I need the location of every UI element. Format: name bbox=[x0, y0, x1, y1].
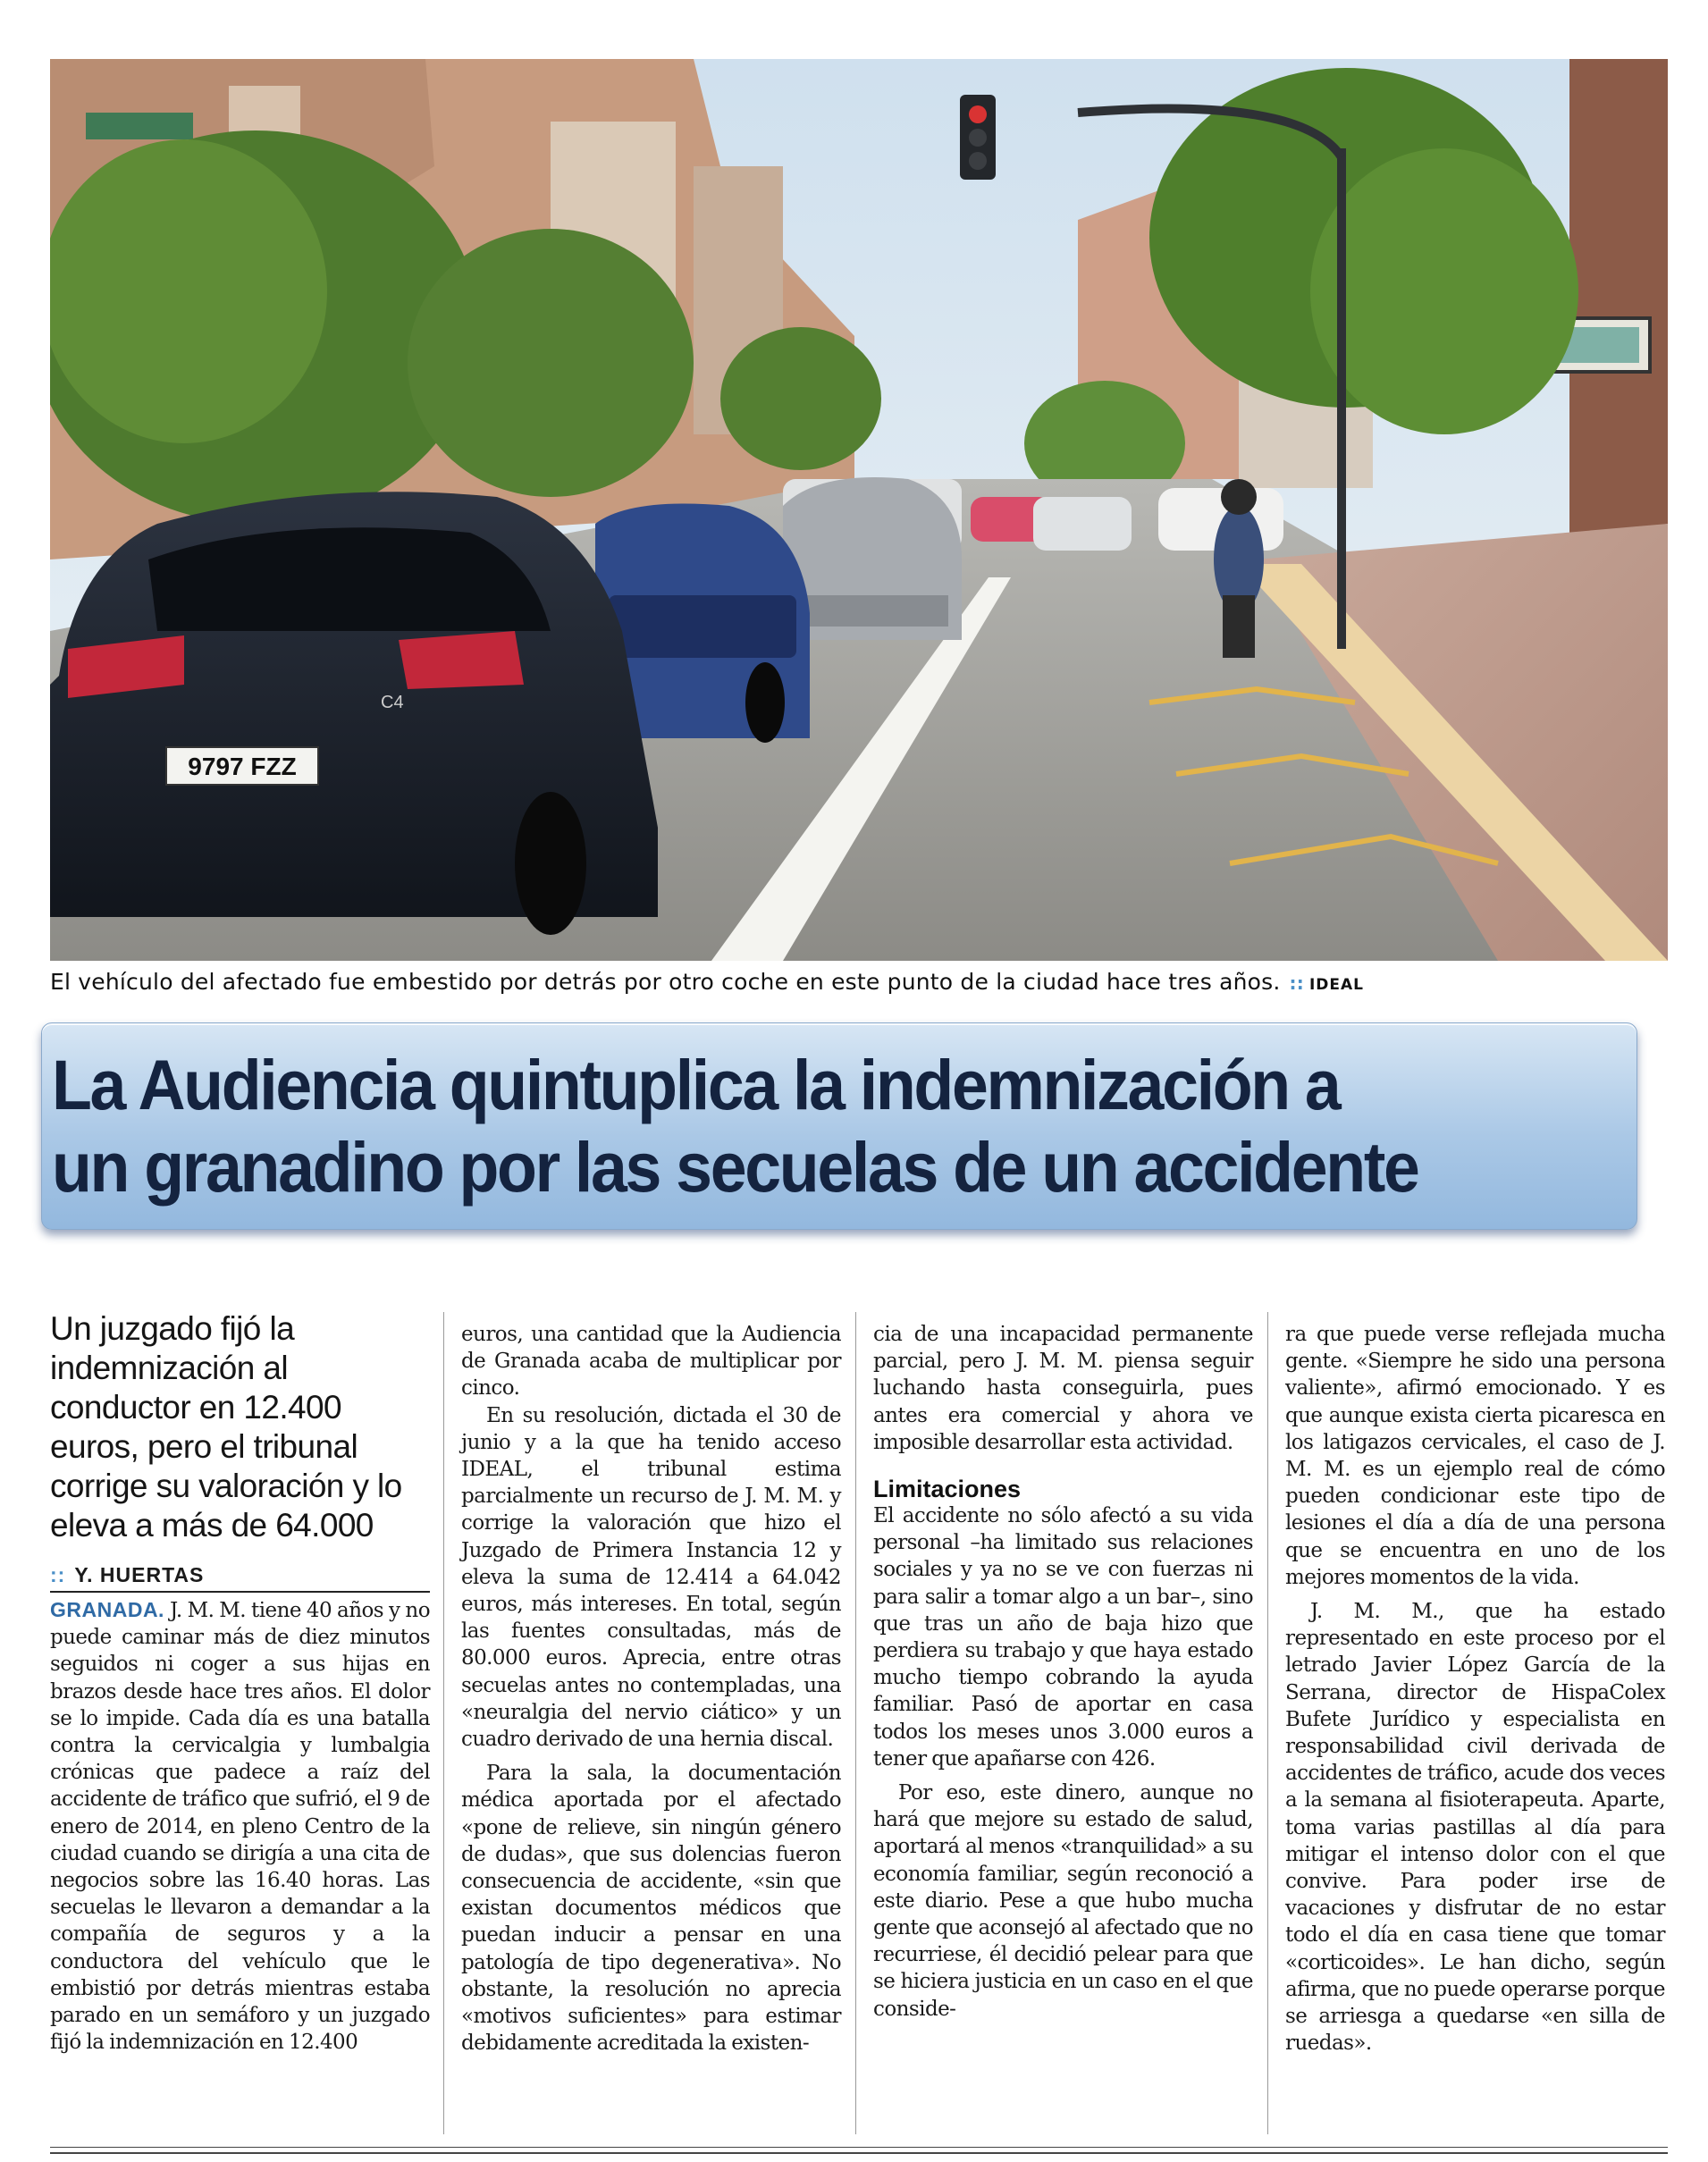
paragraph bbox=[50, 1596, 430, 2056]
license-plate-text: 9797 FZZ bbox=[188, 753, 297, 780]
caption-text: El vehículo del afectado fue embestido por detrás por otro coche en este punto de la ciudad hace tres años. bbox=[50, 969, 1281, 995]
paragraph: euros, una cantidad que la Audiencia de Granada acaba de multiplicar por cinco. bbox=[461, 1323, 841, 1401]
dateline: GRANADA. bbox=[50, 1598, 164, 1621]
column-4 bbox=[1285, 1321, 1665, 2057]
headline-line-1: La Audiencia quintuplica la indemnización a bbox=[52, 1045, 1340, 1124]
byline-dots: :: bbox=[50, 1563, 66, 1586]
paragraph: ra que puede verse reflejada mucha gente. «Siempre he sido una persona valiente», afirmó emocionado. Y es que aunque exista cierta picaresca en los latigazos cervicales, el caso de J. M. M. es un ejemplo real de cómo pueden condicionar este tipo de lesiones el día a día de una persona que se encuentra en uno de los mejores momentos de la vida. bbox=[1285, 1323, 1665, 1589]
paragraph: El accidente no sólo afectó a su vida personal –ha limitado sus relaciones sociales y ya no se ve con fuerzas ni para salir a tomar algo a un bar–, sino que tras un año de baja hizo que perdiera su trabajo y que haya estado mucho tiempo cobrando la ayuda familiar. Pasó de aportar en casa todos los meses unos 3.000 euros a tener que apañarse con 426. bbox=[873, 1504, 1253, 1771]
car-badge: C4 bbox=[381, 693, 404, 712]
paragraph: En su resolución, dictada el 30 de junio y a la que ha tenido acceso IDEAL, el tribunal estima parcialmente un recurso de J. M. M. y corrige la valoración que hizo el Juzgado de Primera Instancia 12 y eleva la suma de 12.414 a 64.042 euros, más intereses. En total, según las fuentes consultadas, más de 80.000 euros. Aprecia, entre otras secuelas antes no contempladas, una «neuralgia del nervio ciático» y un cuadro derivado de una hernia discal. bbox=[461, 1403, 841, 1752]
headline bbox=[52, 1044, 1515, 1208]
column-3 bbox=[873, 1321, 1253, 2023]
byline-author: Y. HUERTAS bbox=[74, 1563, 205, 1586]
headline-line-2: un granadino por las secuelas de un accidente bbox=[52, 1127, 1418, 1207]
photo-caption bbox=[50, 969, 1668, 995]
byline bbox=[50, 1563, 430, 1593]
photo-credit: IDEAL bbox=[1308, 976, 1364, 994]
subheading: Limitaciones bbox=[873, 1476, 1022, 1503]
page-bottom-rule bbox=[50, 2147, 1668, 2154]
column-divider bbox=[1267, 1312, 1268, 2134]
column-1 bbox=[50, 1309, 430, 2056]
paragraph: cia de una incapacidad permanente parcial, pero J. M. M. piensa seguir luchando hasta conseguirla, pues antes era comercial y ahora ve imposible desarrollar esta actividad. bbox=[873, 1323, 1253, 1454]
article-deck: Un juzgado fijó la indemnización al conductor en 12.400 euros, pero el tribunal corrige su valoración y lo eleva a más de 64.000 bbox=[50, 1310, 402, 1544]
column-2 bbox=[461, 1321, 841, 2057]
paragraph: Por eso, este dinero, aunque no hará que mejore su estado de salud, aportará al menos «tranquilidad» a su economía familiar, según reconoció a este diario. Pese a que hubo mucha gente que aconsejó al afectado que no recurriese, él decidió pelear para que se hiciera justicia en un caso en el que conside- bbox=[873, 1781, 1253, 2021]
paragraph: J. M. M., que ha estado representado en este proceso por el letrado Javier López García de la Serrana, director de HispaColex Bufete Jurídico y especialista en responsabilidad civil derivada de accidentes de tráfico, acude dos veces a la semana al fisioterapeuta. Aparte, toma varias pastillas al día para mitigar el intenso dolor con el que convive. Para poder irse de vacaciones y disfrutar de no estar todo el día en casa tiene que tomar «corticoides». Le han dicho, según afirma, que no puede operarse porque se arriesga a quedarse «en silla de ruedas». bbox=[1285, 1600, 1665, 2056]
caption-dots: :: bbox=[1289, 972, 1304, 994]
paragraph-text: J. M. M. tiene 40 años y no puede caminar más de diez minutos seguidos ni coger a sus hijas en brazos desde hace tres años. El dolor se lo impide. Cada día es una batalla contra la cervicalgia y lumbalgia crónicas que padece a raíz del accidente de tráfico que sufrió, el 9 de enero de 2014, en pleno Centro de la ciudad cuando se dirigía a una cita de negocios sobre las 16.40 horas. Las secuelas le llevaron a demandar a la compañía de seguros y a la conductora del vehículo que le embistió por detrás mientras estaba parado en un semáforo y un juzgado fijó la indemnización en 12.400 bbox=[50, 1599, 430, 2055]
article-photo bbox=[50, 59, 1668, 961]
column-divider bbox=[855, 1312, 856, 2134]
paragraph: Para la sala, la documentación médica aportada por el afectado «pone de relieve, sin ningún género de dudas», que sus dolencias fueron consecuencia de accidente, «sin que existan documentos médicos que puedan inducir a pensar en una patología de tipo degenerativa». No obstante, la resolución no aprecia «motivos suficientes» para estimar debidamente acreditada la existen- bbox=[461, 1762, 841, 2056]
street-scene-illustration bbox=[50, 59, 1668, 961]
column-divider bbox=[443, 1312, 444, 2134]
